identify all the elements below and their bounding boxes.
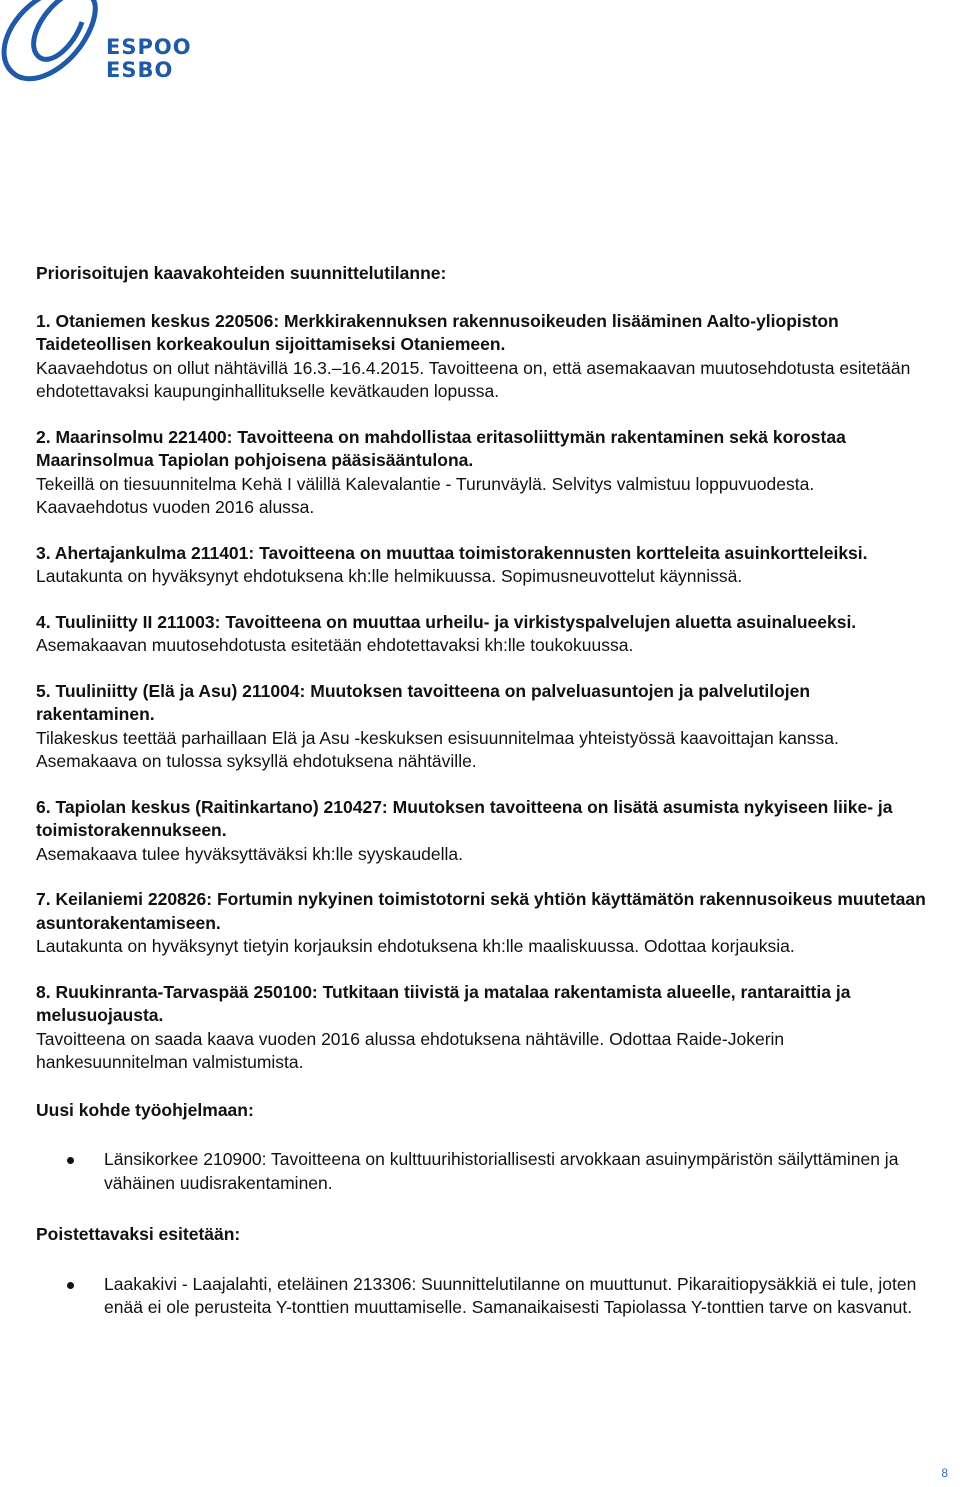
plan-item-title: 8. Ruukinranta-Tarvaspää 250100: Tutkitaan tiivistä ja matalaa rakentamista alueelle, rantaraittia ja melusuojausta. (36, 981, 851, 1025)
plan-item-3 (36, 542, 926, 589)
logo-text-esbo: ESBO (106, 58, 174, 82)
remove-item-section (36, 1223, 926, 1320)
plan-item-body: Tekeillä on tiesuunnitelma Kehä I välillä Kalevalantie - Turunväylä. Selvitys valmistuu loppuvuodesta. Kaavaehdotus vuoden 2016 alussa. (36, 473, 815, 517)
plan-item-5 (36, 680, 926, 774)
new-item-heading: Uusi kohde työohjelmaan: (36, 1099, 254, 1120)
remove-item-list (36, 1273, 926, 1320)
plan-item-title: 3. Ahertajankulma 211401: Tavoitteena on muuttaa toimistorakennusten kortteleita asuinkortteleiksi. (36, 542, 868, 563)
plan-item-8 (36, 981, 926, 1075)
document-body (36, 262, 926, 1320)
plan-item-body: Kaavaehdotus on ollut nähtävillä 16.3.–16.4.2015. Tavoitteena on, että asemakaavan muutosehdotusta esitetään ehdotettavaksi kaupunginhallitukselle kevätkauden lopussa. (36, 357, 911, 401)
plan-item-body: Tilakeskus teettää parhaillaan Elä ja Asu -keskuksen esisuunnitelmaa yhteistyössä kaavoittajan kanssa. Asemakaava on tulossa syksyllä ehdotuksena nähtäville. (36, 727, 839, 771)
logo-text-espoo: ESPOO (106, 35, 192, 59)
plan-item-body: Tavoitteena on saada kaava vuoden 2016 alussa ehdotuksena nähtäville. Odottaa Raide-Jokerin hankesuunnitelman valmistumista. (36, 1028, 785, 1072)
plan-item-body: Lautakunta on hyväksynyt tietyin korjauksin ehdotuksena kh:lle maaliskuussa. Odottaa korjauksia. (36, 936, 795, 956)
plan-item-title: 2. Maarinsolmu 221400: Tavoitteena on mahdollistaa eritasoliittymän rakentaminen sekä korostaa Maarinsolmua Tapiolan pohjoisena pääsisääntulona. (36, 426, 846, 470)
plan-item-6 (36, 796, 926, 867)
plan-item-title: 1. Otaniemen keskus 220506: Merkkirakennuksen rakennusoikeuden lisääminen Aalto-yliopiston Taideteollisen korkeakoulun sijoittamiseksi Otaniemeen. (36, 310, 839, 354)
new-item-section (36, 1099, 926, 1196)
plan-item-title: 4. Tuuliniitty II 211003: Tavoitteena on muuttaa urheilu- ja virkistyspalvelujen aluetta asuinalueeksi. (36, 611, 857, 632)
plan-item-body: Lautakunta on hyväksynyt ehdotuksena kh:lle helmikuussa. Sopimusneuvottelut käynnissä. (36, 566, 743, 586)
plan-item-1 (36, 310, 926, 404)
plan-item-title: 6. Tapiolan keskus (Raitinkartano) 210427: Muutoksen tavoitteena on lisätä asumista nykyiseen liike- ja toimistorakennukseen. (36, 796, 893, 840)
plan-item-7 (36, 888, 926, 959)
plan-item-4 (36, 611, 926, 658)
page-number: 8 (941, 1466, 948, 1480)
list-item: Länsikorkee 210900: Tavoitteena on kulttuurihistoriallisesti arvokkaan asuinympäristön säilyttäminen ja vähäinen uudisrakentaminen. (36, 1148, 926, 1195)
plan-item-title: 7. Keilaniemi 220826: Fortumin nykyinen toimistotorni sekä yhtiön käyttämätön rakennusoikeus muutetaan asuntorakentamiseen. (36, 889, 926, 933)
main-heading: Priorisoitujen kaavakohteiden suunnittelutilanne: (36, 263, 447, 283)
new-item-list (36, 1148, 926, 1195)
espoo-logo (0, 0, 200, 100)
plan-item-body: Asemakaava tulee hyväksyttäväksi kh:lle syyskaudella. (36, 843, 464, 864)
list-item: Laakakivi - Laajalahti, eteläinen 213306: Suunnittelutilanne on muuttunut. Pikaraitiopysäkkiä ei tule, joten enää ei ole perusteita Y-tonttien muuttamiselle. Samanaikaisesti Tapiolassa Y-tonttien tarve on kasvanut. (36, 1273, 926, 1320)
remove-item-heading: Poistettavaksi esitetään: (36, 1224, 241, 1244)
plan-item-body: Asemakaavan muutosehdotusta esitetään ehdotettavaksi kh:lle toukokuussa. (36, 635, 634, 655)
plan-item-title: 5. Tuuliniitty (Elä ja Asu) 211004: Muutoksen tavoitteena on palveluasuntojen ja palvelutilojen rakentaminen. (36, 680, 811, 724)
plan-item-2 (36, 426, 926, 520)
